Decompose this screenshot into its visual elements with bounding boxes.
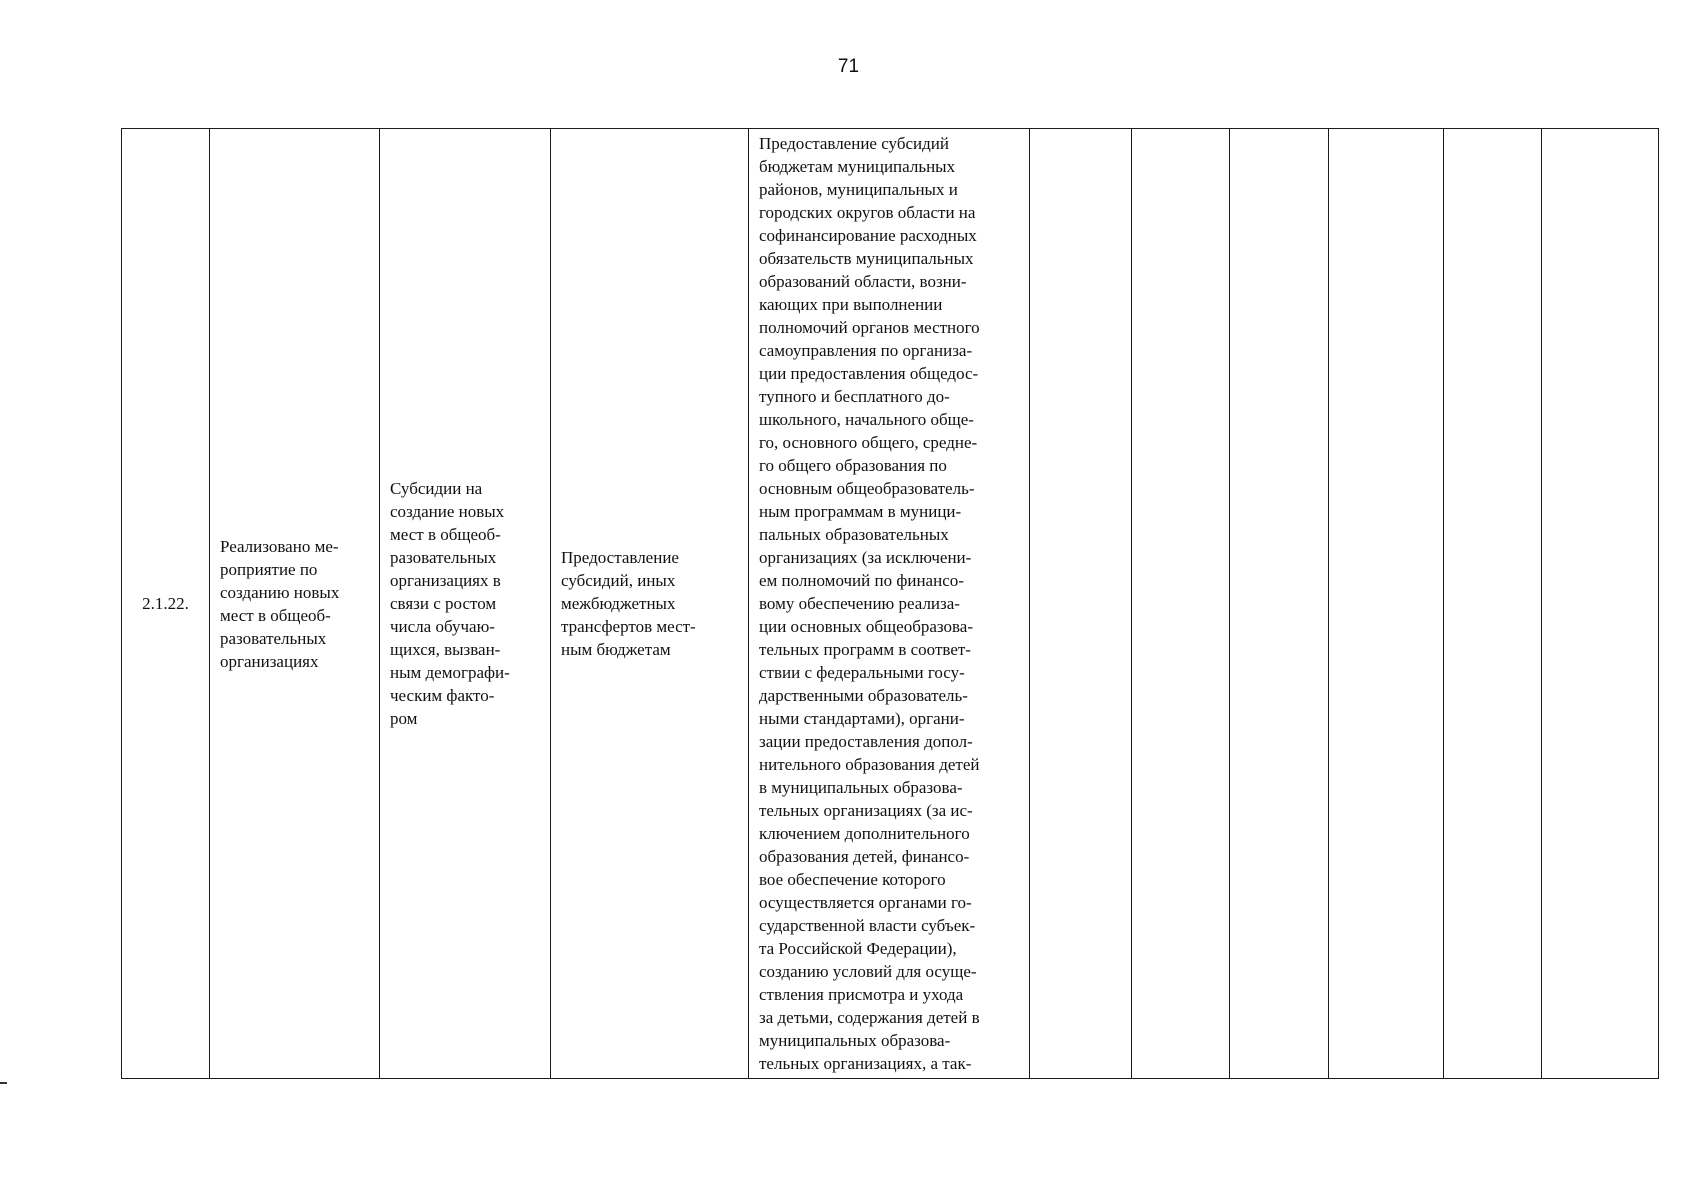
cell-col11: [1542, 129, 1659, 1079]
cell-description: [749, 129, 1030, 1079]
table-row: [122, 129, 1659, 1079]
cell-subsidy: [380, 129, 551, 1079]
scan-edge-mark: [0, 1082, 7, 1084]
cell-col7: [1132, 129, 1230, 1079]
cell-mechanism: [551, 129, 749, 1079]
page-number: 71: [837, 56, 860, 77]
item-number-text: 2.1.22.: [142, 594, 189, 613]
data-table: [121, 128, 1659, 1079]
cell-col6: [1030, 129, 1132, 1079]
cell-col8: [1230, 129, 1329, 1079]
cell-item-number: [122, 129, 210, 1079]
subsidy-text: Субсидии на создание новых мест в общеоб- разовательных организациях в связи с ростом числа обучаю- щихся, вызван- ным демографи- ческим факто- ром: [390, 479, 510, 728]
mechanism-text: Предоставление субсидий, иных межбюджетных трансфертов мест- ным бюджетам: [561, 548, 696, 659]
cell-col9: [1329, 129, 1444, 1079]
cell-col10: [1444, 129, 1542, 1079]
cell-event: [210, 129, 380, 1079]
event-text: Реализовано ме- роприятие по созданию новых мест в общеоб- разовательных организациях: [220, 536, 340, 671]
description-text: Предоставление субсидий бюджетам муниципальных районов, муниципальных и городских округов области на софинансирование расходных обязательств муниципальных образований области, возни- кающих при выполнении полномочий органов местного самоуправления по организа- ции предоставления общедос- тупного и бесплатного до- школьного, начального обще- го, основного общего, средне- го общего образования по основным общеобразователь- ным программам в муници- пальных образовательных организациях (за исключени- ем полномочий по финансо- вому обеспечению реализа- ции основных общеобразова- тельных программ в соответ- ствии с федеральными госу- дарственными образователь- ными стандартами), органи- зации предоставления допол- нительного образования детей в муниципальных образова- тельных организациях (за ис- ключением дополнительного образования детей, финансо- вое обеспечение которого осуществляется органами го- сударственной власти субъек- та Российской Федерации), созданию условий для осуще- ствления присмотра и ухода за детьми, содержания детей в муниципальных образова- тельных организациях, а так-: [759, 134, 980, 1073]
